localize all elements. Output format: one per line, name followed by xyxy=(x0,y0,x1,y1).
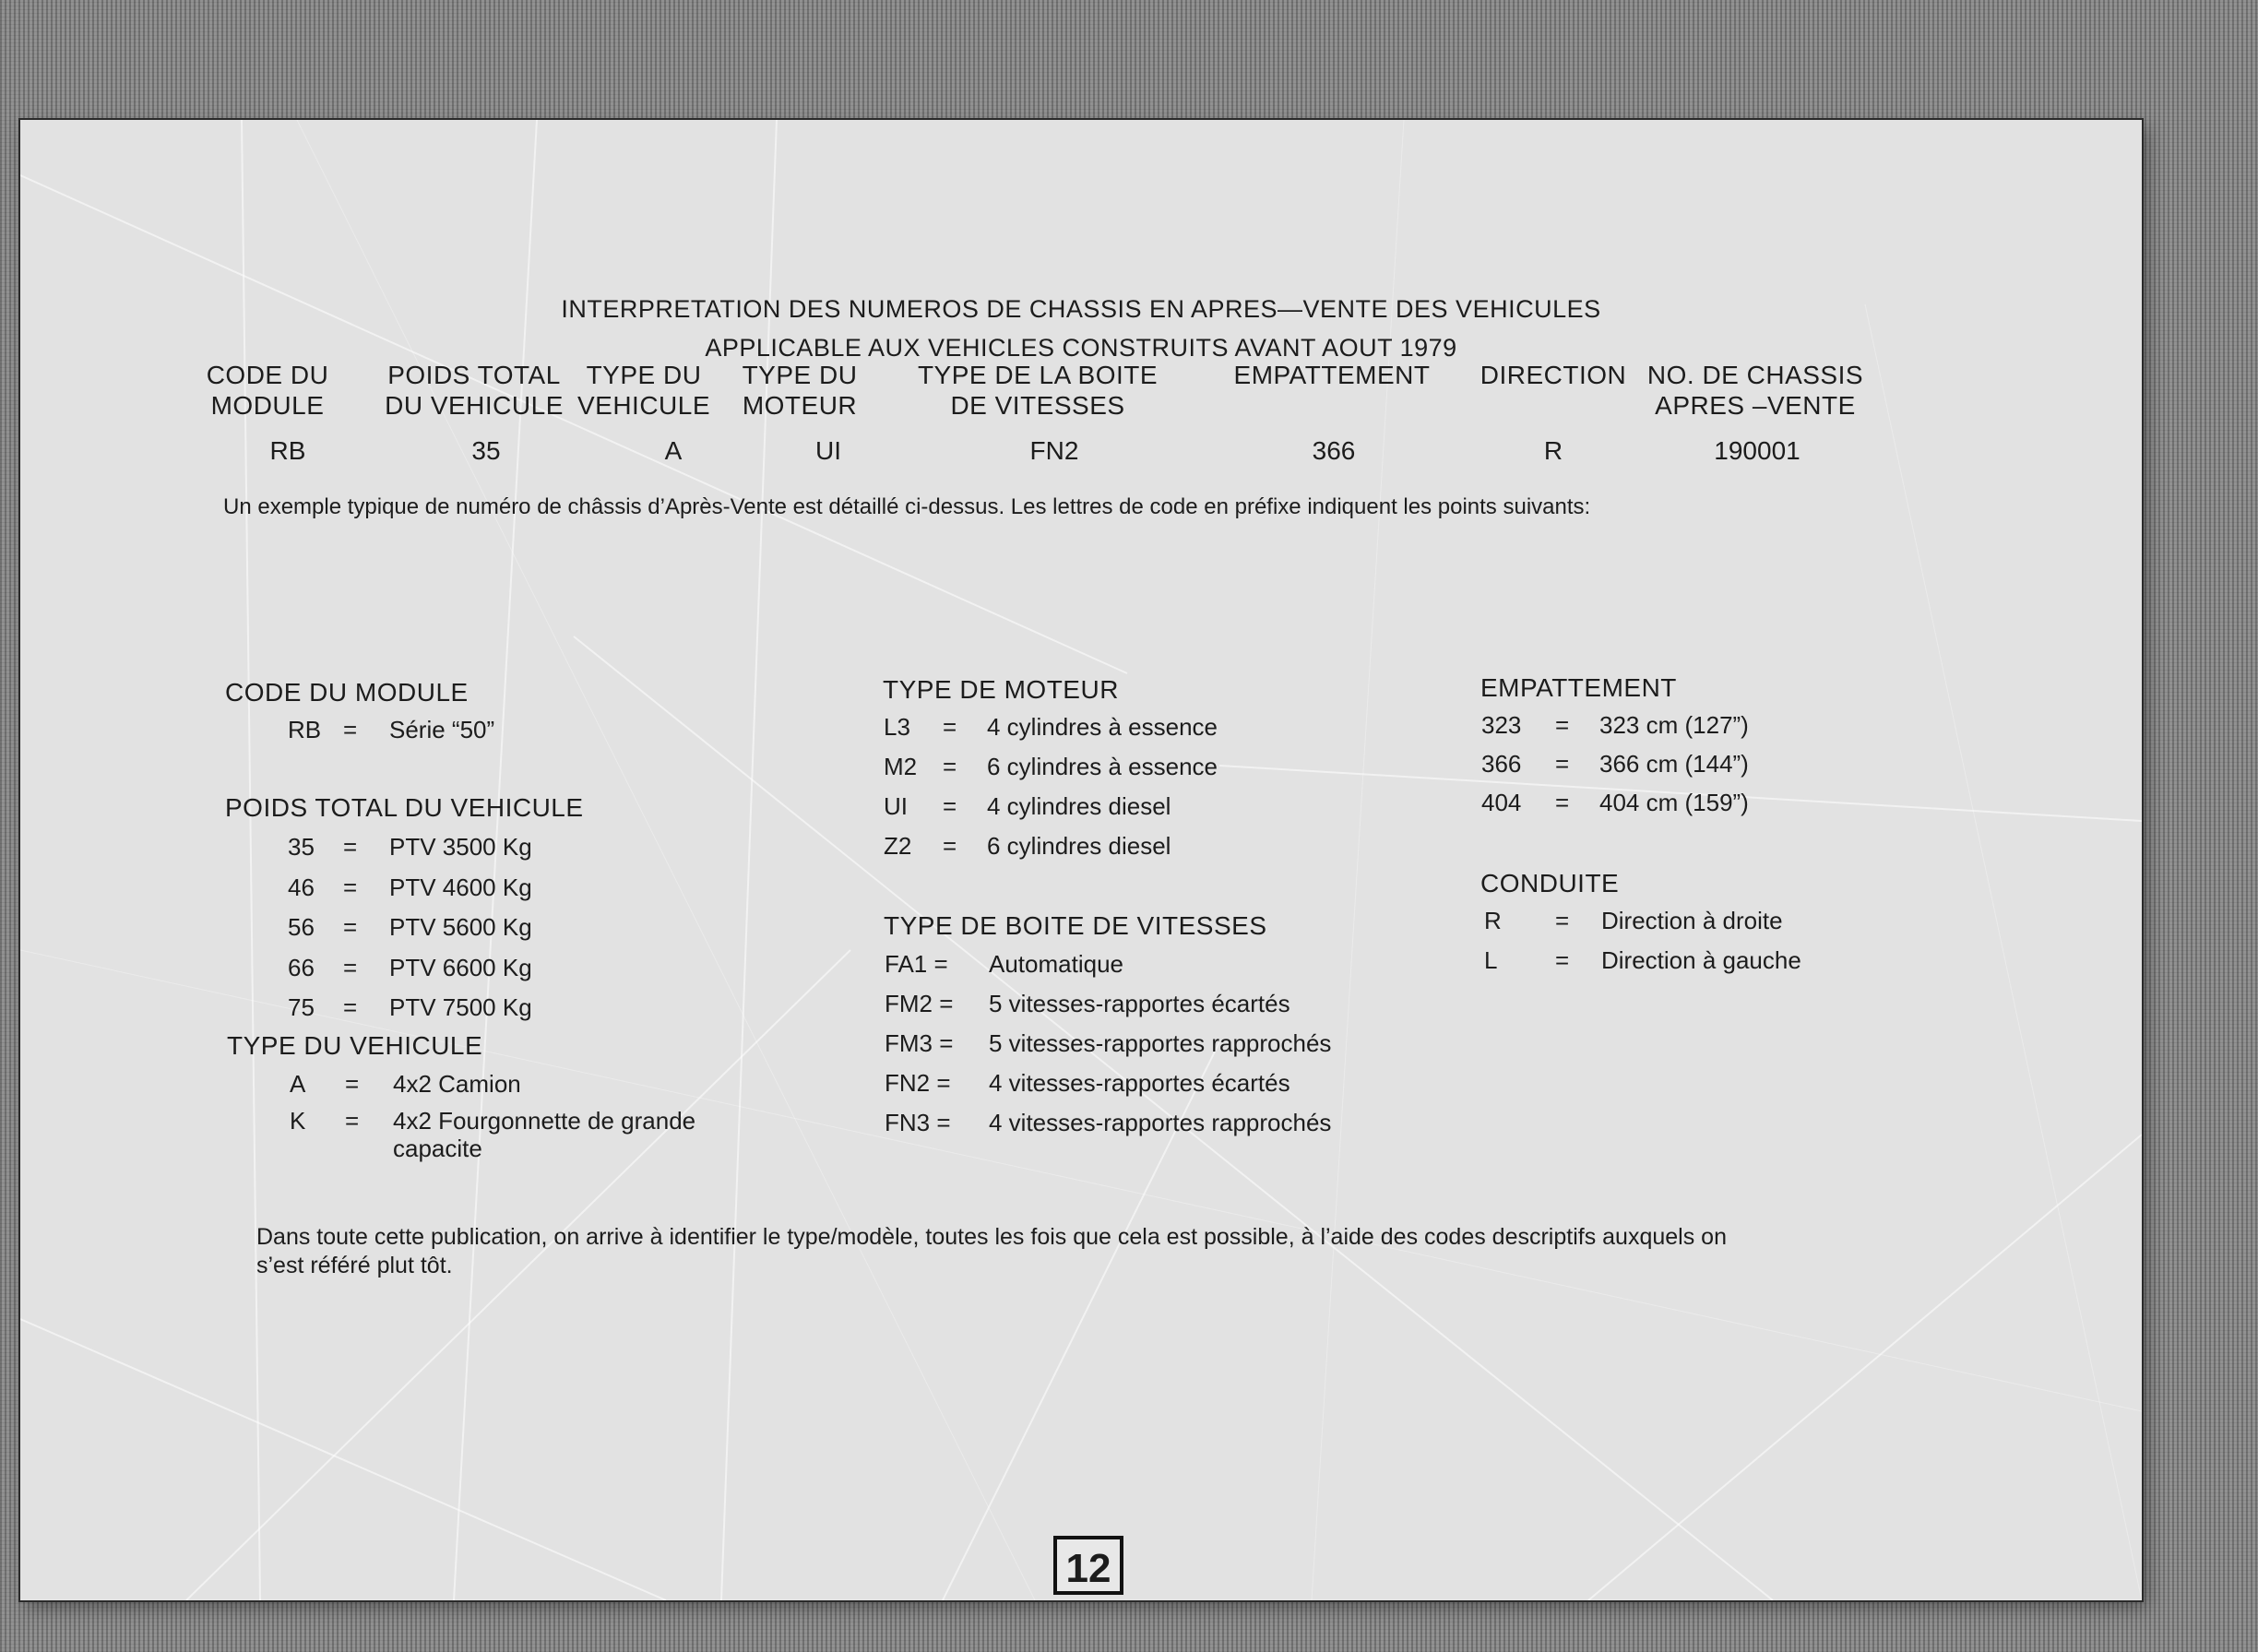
type-vehicule-code: A xyxy=(290,1070,306,1098)
type-boite-desc: 5 vitesses-rapportes écartés xyxy=(989,990,1290,1017)
type-boite-code: FN2 = xyxy=(885,1069,951,1097)
type-moteur-desc: 4 cylindres diesel xyxy=(987,792,1171,820)
poids-total-code: 56 xyxy=(288,913,315,941)
column-header-line-2: VEHICULE xyxy=(576,391,711,420)
type-moteur-row xyxy=(20,832,2142,863)
conduite-equals: = xyxy=(1555,946,1570,974)
column-header xyxy=(1217,360,1447,390)
type-boite-desc: 4 vitesses-rapportes écartés xyxy=(989,1069,1290,1097)
type-vehicule-equals: = xyxy=(345,1107,360,1135)
poids-total-desc: PTV 3500 Kg xyxy=(389,833,532,861)
type-moteur-equals: = xyxy=(943,753,957,780)
conduite-code: L xyxy=(1484,946,1498,974)
footer-line-1: Dans toute cette publication, on arrive à identifier le type/modèle, toutes les fois que cela est possible, à l’aide des codes descriptifs auxquels on xyxy=(256,1224,1727,1250)
type-vehicule-equals: = xyxy=(345,1070,360,1098)
poids-total-row xyxy=(20,874,2142,905)
poids-total-desc: PTV 7500 Kg xyxy=(389,993,532,1021)
type-moteur-code: Z2 xyxy=(884,832,912,860)
page-number: 12 xyxy=(1053,1536,1123,1595)
code-module-equals: = xyxy=(343,716,358,743)
type-moteur-equals: = xyxy=(943,713,957,741)
poids-total-code: 35 xyxy=(288,833,315,861)
example-value: R xyxy=(1543,436,1563,465)
conduite-row xyxy=(20,946,2142,978)
column-header-line-2: MOTEUR xyxy=(742,391,858,420)
column-header-line-1: TYPE DU xyxy=(742,361,858,389)
example-value: FN2 xyxy=(1029,436,1079,465)
example-value: RB xyxy=(269,436,306,465)
example-value: 190001 xyxy=(1714,436,1800,465)
poids-total-code: 46 xyxy=(288,873,315,901)
code-module-desc: Série “50” xyxy=(389,716,495,743)
type-vehicule-desc: 4x2 Camion xyxy=(393,1070,521,1098)
poids-total-equals: = xyxy=(343,993,358,1021)
column-header-line-1: DIRECTION xyxy=(1480,361,1627,389)
type-vehicule-code: K xyxy=(290,1107,306,1135)
column-header-line-1: TYPE DU xyxy=(586,361,702,389)
column-header xyxy=(363,360,585,421)
poids-total-code: 66 xyxy=(288,953,315,981)
conduite-equals: = xyxy=(1555,907,1570,934)
type-moteur-code: L3 xyxy=(884,713,910,741)
column-header-line-1: EMPATTEMENT xyxy=(1233,361,1431,389)
document-page xyxy=(20,120,2142,1600)
empattement-desc: 366 cm (144”) xyxy=(1599,750,1749,778)
empattement-row xyxy=(20,750,2142,781)
type-vehicule-desc: 4x2 Fourgonnette de grande xyxy=(393,1107,696,1135)
type-moteur-equals: = xyxy=(943,792,957,820)
intro-text: Un exemple typique de numéro de châssis d’Après-Vente est détaillé ci-dessus. Les lettres de code en préfixe indiquent les points suivants: xyxy=(223,494,1591,519)
conduite-row xyxy=(20,907,2142,938)
conduite-desc: Direction à droite xyxy=(1601,907,1783,934)
code-module-code: RB xyxy=(288,716,322,743)
column-header-line-1: CODE DU xyxy=(206,361,329,389)
empattement-desc: 404 cm (159”) xyxy=(1599,789,1749,816)
column-header-line-1: NO. DE CHASSIS xyxy=(1646,361,1864,389)
poids-total-equals: = xyxy=(343,913,358,941)
column-header xyxy=(175,360,360,421)
example-value: 366 xyxy=(1312,436,1356,465)
column-header-line-1: POIDS TOTAL xyxy=(387,361,561,389)
empattement-equals: = xyxy=(1555,750,1570,778)
type-moteur-equals: = xyxy=(943,832,957,860)
poids-total-desc: PTV 5600 Kg xyxy=(389,913,532,941)
type-moteur-code: M2 xyxy=(884,753,918,780)
column-header-line-1: TYPE DE LA BOITE xyxy=(917,361,1159,389)
code-module-heading: CODE DU MODULE xyxy=(225,678,469,707)
poids-total-equals: = xyxy=(343,953,358,981)
conduite-code: R xyxy=(1484,907,1502,934)
type-boite-code: FM2 = xyxy=(885,990,954,1017)
poids-total-code: 75 xyxy=(288,993,315,1021)
empattement-equals: = xyxy=(1555,789,1570,816)
example-value: 35 xyxy=(471,436,501,465)
empattement-row xyxy=(20,789,2142,820)
conduite-heading: CONDUITE xyxy=(1480,869,1620,897)
poids-total-heading: POIDS TOTAL DU VEHICULE xyxy=(225,793,584,822)
example-value: A xyxy=(664,436,683,465)
poids-total-equals: = xyxy=(343,833,358,861)
type-vehicule-desc-cont: capacite xyxy=(393,1135,482,1162)
type-boite-heading: TYPE DE BOITE DE VITESSES xyxy=(884,911,1267,940)
type-boite-desc: 5 vitesses-rapportes rapprochés xyxy=(989,1029,1332,1057)
type-boite-row xyxy=(20,1069,2142,1100)
type-moteur-desc: 6 cylindres diesel xyxy=(987,832,1171,860)
empattement-heading: EMPATTEMENT xyxy=(1480,673,1677,702)
column-header xyxy=(899,360,1176,421)
type-boite-row xyxy=(20,1109,2142,1140)
conduite-desc: Direction à gauche xyxy=(1601,946,1801,974)
type-moteur-desc: 4 cylindres à essence xyxy=(987,713,1218,741)
type-boite-code: FM3 = xyxy=(885,1029,954,1057)
poids-total-desc: PTV 4600 Kg xyxy=(389,873,532,901)
type-boite-code: FN3 = xyxy=(885,1109,951,1136)
type-vehicule-heading: TYPE DU VEHICULE xyxy=(227,1031,483,1060)
type-boite-desc: Automatique xyxy=(989,950,1123,978)
poids-total-desc: PTV 6600 Kg xyxy=(389,953,532,981)
column-header xyxy=(1461,360,1646,390)
title-line-2: APPLICABLE AUX VEHICLES CONSTRUITS AVANT AOUT 1979 xyxy=(705,334,1457,362)
type-moteur-heading: TYPE DE MOTEUR xyxy=(883,675,1119,704)
poids-total-equals: = xyxy=(343,873,358,901)
column-header xyxy=(561,360,727,421)
type-boite-row xyxy=(20,1029,2142,1061)
empattement-code: 404 xyxy=(1481,789,1522,816)
empattement-code: 366 xyxy=(1481,750,1522,778)
type-boite-row xyxy=(20,990,2142,1021)
column-header-line-2: DU VEHICULE xyxy=(385,391,564,420)
column-header-line-2: DE VITESSES xyxy=(950,391,1125,420)
column-header-line-2: MODULE xyxy=(210,391,325,420)
type-boite-desc: 4 vitesses-rapportes rapprochés xyxy=(989,1109,1332,1136)
column-header xyxy=(1635,360,1875,421)
type-moteur-code: UI xyxy=(884,792,908,820)
type-boite-code: FA1 = xyxy=(885,950,948,978)
column-header-line-2: APRES –VENTE xyxy=(1655,391,1856,420)
empattement-equals: = xyxy=(1555,711,1570,739)
empattement-desc: 323 cm (127”) xyxy=(1599,711,1749,739)
example-value: UI xyxy=(815,436,841,465)
footer-line-2: s’est référé plut tôt. xyxy=(256,1253,453,1278)
title-line-1: INTERPRETATION DES NUMEROS DE CHASSIS EN APRES—VENTE DES VEHICULES xyxy=(561,295,1601,323)
empattement-code: 323 xyxy=(1481,711,1522,739)
empattement-row xyxy=(20,711,2142,743)
column-header xyxy=(726,360,873,421)
type-moteur-desc: 6 cylindres à essence xyxy=(987,753,1218,780)
